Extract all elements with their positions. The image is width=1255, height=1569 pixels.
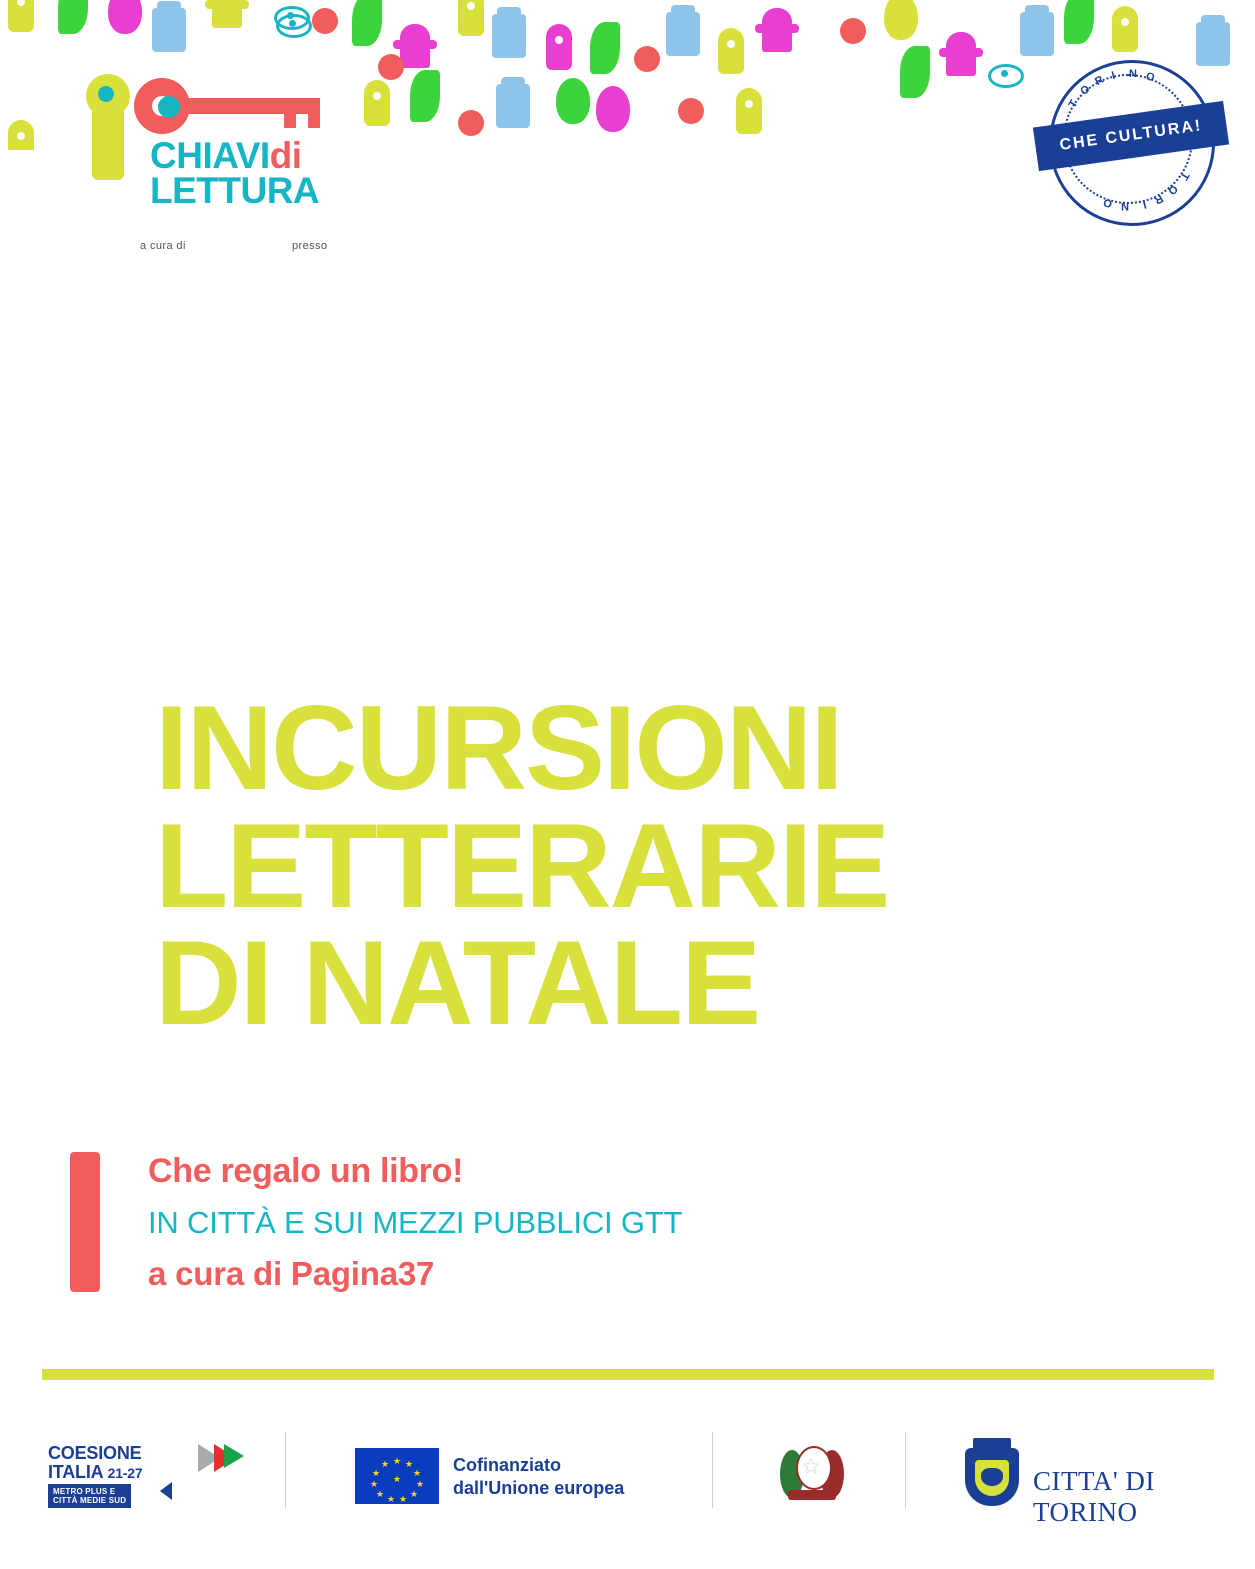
robot-icon <box>1020 12 1054 56</box>
dot-icon <box>634 46 660 72</box>
dot-icon <box>840 18 866 44</box>
title-line-1: INCURSIONI <box>155 681 842 815</box>
eu-text-line1: Cofinanziato <box>453 1455 561 1475</box>
robot-icon <box>152 8 186 52</box>
coesione-badge-line1: METRO PLUS E <box>53 1487 116 1496</box>
logo-word-chiavi: CHIAVI <box>150 135 270 176</box>
key-icon <box>458 0 484 36</box>
leaf-icon <box>900 46 930 98</box>
stamp-ring-label: T O R I N O T O R I N O <box>1066 68 1192 212</box>
che-cultura-stamp <box>1041 52 1217 228</box>
stamp-band-text: CHE CULTURA! <box>1058 117 1204 154</box>
logo-wordmark <box>150 135 320 212</box>
leaf-icon <box>590 22 620 74</box>
dot-icon <box>312 8 338 34</box>
key-icon <box>8 120 34 150</box>
chiavi-di-lettura-logo <box>72 62 402 212</box>
blob-icon <box>596 86 630 132</box>
person-icon <box>212 0 242 28</box>
eye-icon <box>274 6 310 30</box>
key-icon <box>8 0 34 32</box>
robot-icon <box>666 12 700 56</box>
divider <box>42 1369 1214 1380</box>
blob-icon <box>556 78 590 124</box>
logo-word-di: di <box>269 135 302 176</box>
credits-line <box>140 240 328 252</box>
leaf-icon <box>410 70 440 122</box>
logo-word-lettura: LETTURA <box>150 170 320 212</box>
leaf-icon <box>352 0 382 46</box>
eye-dot-icon <box>158 96 180 118</box>
eu-flag-icon: ★ ★ ★ ★ ★ ★ ★ ★ ★ ★ ★ ★ <box>355 1448 439 1504</box>
key-icon <box>736 88 762 134</box>
blob-icon <box>108 0 142 34</box>
subtitle-curator: a cura di Pagina37 <box>148 1255 435 1292</box>
title-line-3: DI NATALE <box>155 916 760 1051</box>
dot-icon <box>678 98 704 124</box>
robot-icon <box>492 14 526 58</box>
credit-a-cura-di-label: a cura di <box>140 240 186 252</box>
coesione-badge-line2: CITTÀ MEDIE SUD <box>53 1496 127 1506</box>
coesione-line2: ITALIA <box>48 1461 103 1482</box>
coesione-italia-logo <box>48 1443 268 1506</box>
subtitle-accent-bar <box>70 1152 100 1292</box>
key-icon <box>546 24 572 70</box>
coesione-arrow-icon <box>160 1482 172 1500</box>
credit-presso-label: presso <box>292 240 328 252</box>
citta-di-torino-name: CITTA' DI TORINO <box>1033 1466 1155 1527</box>
person-icon <box>400 24 430 68</box>
person-icon <box>946 32 976 76</box>
robot-icon <box>496 84 530 128</box>
blob-icon <box>884 0 918 40</box>
subtitle-location: IN CITTÀ E SUI MEZZI PUBBLICI GTT <box>148 1205 683 1240</box>
dot-icon <box>458 110 484 136</box>
page-title <box>155 681 1185 1051</box>
citta-di-torino-logo <box>965 1440 1225 1527</box>
coesione-years: 21-27 <box>107 1464 143 1481</box>
eu-text-line2: dall'Unione europea <box>453 1477 625 1498</box>
key-icon <box>718 28 744 74</box>
coesione-line1: COESIONE <box>48 1443 142 1463</box>
person-icon <box>762 8 792 52</box>
shield-icon <box>965 1448 1019 1506</box>
subtitle-tagline: Che regalo un libro! <box>148 1152 464 1190</box>
leaf-icon <box>1064 0 1094 44</box>
repubblica-italiana-emblem: ★ <box>780 1442 844 1508</box>
european-union-logo <box>355 1444 655 1506</box>
coesione-badge <box>48 1484 131 1508</box>
eye-icon <box>988 64 1024 88</box>
key-icon <box>1112 6 1138 52</box>
leaf-icon <box>58 0 88 34</box>
title-line-2: LETTERARIE <box>155 798 889 933</box>
footer-logos <box>0 1420 1255 1540</box>
subtitle-block <box>148 1152 1048 1293</box>
